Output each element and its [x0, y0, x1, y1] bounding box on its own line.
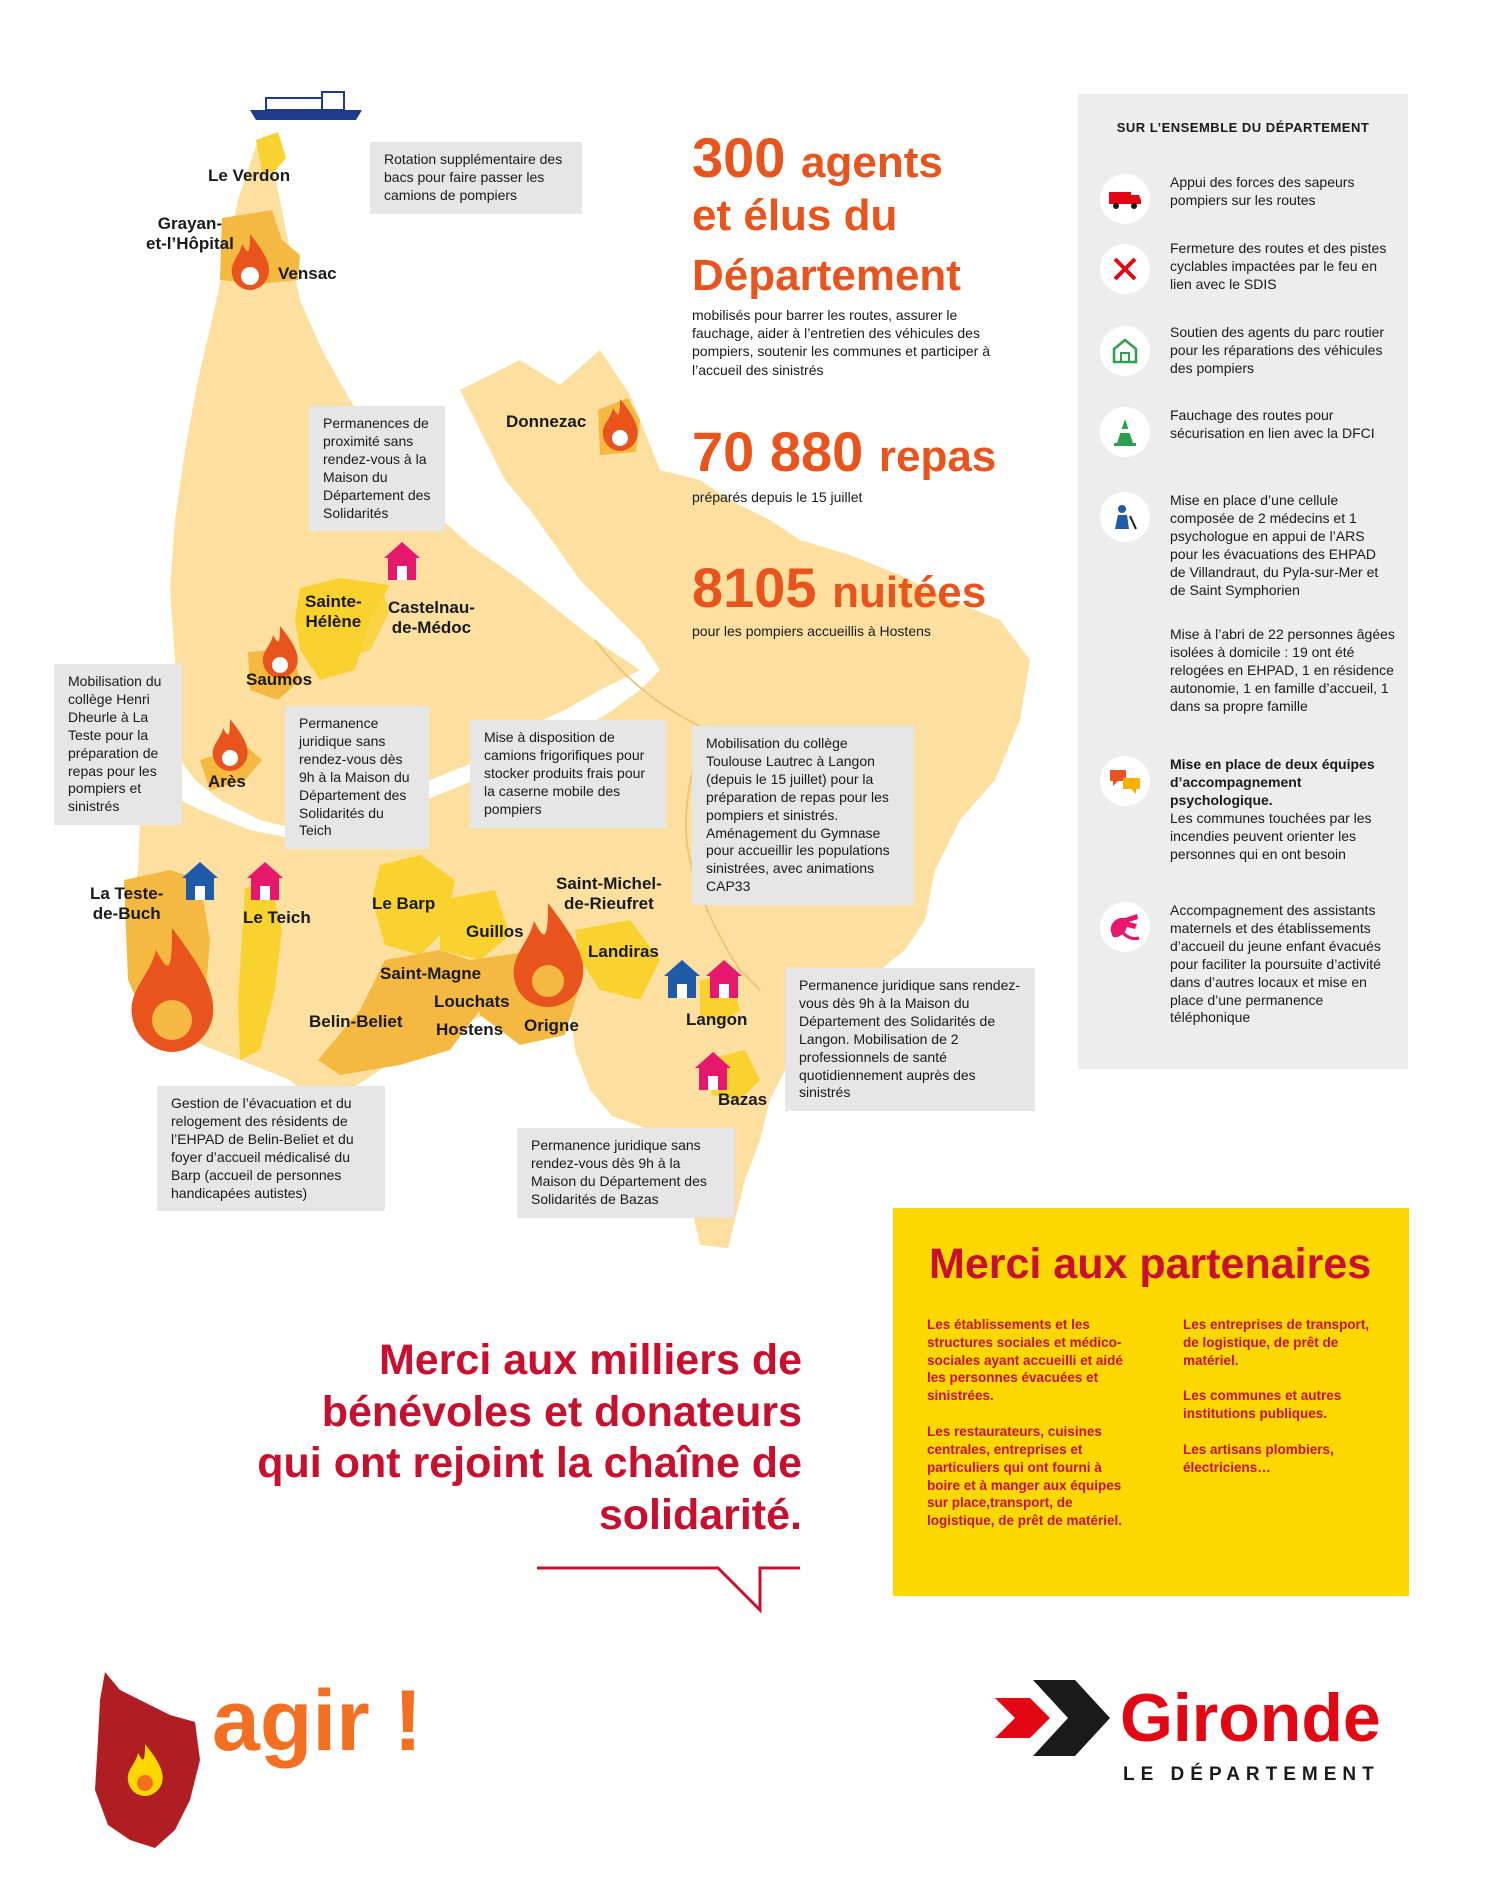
stat-agents: 300 agents	[692, 126, 943, 189]
elderly-person-icon	[1100, 492, 1150, 542]
hands-icon	[1100, 902, 1150, 952]
place-saumos: Saumos	[246, 670, 313, 689]
callout-juridique-bazas: Permanence juridique sans rendez-vous dès 9h à la Maison du Département des Solidarités de Bazas	[517, 1128, 735, 1218]
gironde-logo-subtitle: LE DÉPARTEMENT	[1123, 1764, 1380, 1785]
place-hostens: Hostens	[436, 1020, 504, 1039]
speech-bubbles-icon	[1100, 756, 1150, 806]
agir-logo-text: agir !	[212, 1673, 423, 1769]
partners-panel	[893, 1208, 1409, 1596]
callout-juridique-langon: Permanence juridique sans rendez-vous dès 9h à la Maison du Département des Solidarités de Langon. Mobilisation de 2 professionnels de santé quotidiennement auprès des sinistrés	[785, 968, 1035, 1111]
panel-title: SUR L’ENSEMBLE DU DÉPARTEMENT	[1116, 120, 1370, 135]
gironde-logo-icon	[995, 1680, 1110, 1756]
place-bazas: Bazas	[718, 1090, 768, 1109]
place-saint-magne: Saint-Magne	[380, 964, 482, 983]
callout-camions: Mise à disposition de camions frigorifiques pour stocker produits frais pour la caserne mobile des pompiers	[470, 720, 666, 828]
callout-permanences: Permanences de proximité sans rendez-vous à la Maison du Département des Solidarités	[309, 406, 445, 531]
callout-bacs: Rotation supplémentaire des bacs pour faire passer les camions de pompiers	[370, 142, 582, 214]
place-donnezac: Donnezac	[506, 412, 587, 431]
place-la-teste: La Teste- de-Buch	[90, 884, 164, 923]
callout-college-henri: Mobilisation du collège Henri Dheurle à La Teste pour la préparation de repas pour les pompiers et sinistrés	[54, 664, 182, 825]
garage-icon	[1100, 326, 1150, 376]
callout-ehpad: Gestion de l’évacuation et du relogement des résidents de l’EHPAD de Belin-Beliet et du foyer d’accueil médicalisé du Barp (accueil de personnes handicapées autistes)	[157, 1086, 385, 1211]
thanks-volunteers: Merci aux milliers de bénévoles et donateurs qui ont rejoint la chaîne de solidarité.	[257, 1336, 802, 1539]
traffic-cone-icon	[1100, 407, 1150, 457]
partners-title: Merci aux partenaires	[929, 1240, 1372, 1288]
ferry-icon	[250, 92, 362, 120]
stat-repas: 70 880 repas	[692, 420, 997, 483]
place-castelnau: Castelnau- de-Médoc	[388, 598, 475, 637]
stat-agents-desc: mobilisés pour barrer les routes, assurer le fauchage, aider à l’entretien des véhicules des pompiers, soutenir les communes et participer à l’accueil des sinistrés	[692, 307, 991, 378]
stat-repas-desc: préparés depuis le 15 juillet	[692, 489, 863, 505]
agir-logo-map-icon	[95, 1672, 200, 1848]
partners-col-2: Les entreprises de transport, de logistique, de prêt de matériel. Les communes et autres institutions publiques. Les artisans plombiers, électriciens…	[1183, 1317, 1370, 1475]
partners-col-1: Les établissements et les structures sociales et médico-sociales ayant accueilli et aidé les personnes évacuées et sinistrées. Les restaurateurs, cuisines centrales, entreprises et particuliers qui ont fourni à boire et à manger aux équipes sur place,transport, de logistique, de prêt de matériel.	[927, 1317, 1123, 1529]
place-le-verdon: Le Verdon	[208, 166, 291, 185]
place-le-barp: Le Barp	[372, 894, 436, 913]
gironde-logo-text: Gironde	[1120, 1680, 1381, 1756]
fire-truck-icon	[1100, 174, 1150, 224]
thanks-underline	[537, 1568, 800, 1610]
stat-nuitees-desc: pour les pompiers accueillis à Hostens	[692, 623, 931, 639]
place-ares: Arès	[208, 772, 246, 791]
cross-icon	[1100, 244, 1150, 294]
place-sainte-helene: Sainte- Hélène	[305, 592, 362, 631]
place-belin-beliet: Belin-Beliet	[309, 1012, 403, 1031]
place-saint-michel: Saint-Michel- de-Rieufret	[556, 874, 662, 913]
place-le-teich: Le Teich	[243, 908, 311, 927]
place-langon: Langon	[686, 1010, 748, 1029]
place-vensac: Vensac	[278, 264, 337, 283]
place-louchats: Louchats	[434, 992, 510, 1011]
place-grayan: Grayan- et-l’Hôpital	[146, 214, 234, 253]
place-landiras: Landiras	[588, 942, 659, 961]
stat-nuitees: 8105 nuitées	[692, 556, 987, 619]
callout-college-langon: Mobilisation du collège Toulouse Lautrec à Langon (depuis le 15 juillet) pour la préparation de repas pour les pompiers et sinistrés. Aménagement du Gymnase pour accueillir les populations sinistrées, avec animations CAP33	[692, 726, 914, 905]
stat-agents-line3: Département	[692, 251, 961, 300]
department-panel: SUR L’ENSEMBLE DU DÉPARTEMENT Appui des forces des sapeurs pompiers sur les routes Fermeture des routes et des pistes cyclables impactées par le feu en lien avec le SDIS Soutien des agents du parc routier pour les réparations des véhicules des pompiers Fauchage des routes pour sécurisation en lien avec la DFCI Mise en place d’une cellule composée de 2 médecins et 1 psychologue en appui de l’ARS pour les évacuations des EHPAD de Villandraut, du Pyla-sur-Mer et de Saint Symphorien Mise à l’abri de 22 personnes âgées isolées à domicile : 19 ont été relogées en EHPAD, 1 en résidence autonomie, 1 en famille d’accueil, 1 dans sa propre famille Mise en place de deux équipes d’accompagnement psychologique. Les communes touchées par les incendies peuvent orienter les personnes qui en ont besoin Accompagnement des assistants maternels et des établissements d’accueil du jeune enfant évacués pour faciliter la poursuite d’activité dans d’autres locaux et mise en place d’une permanence téléphonique	[1078, 94, 1408, 1069]
place-guillos: Guillos	[466, 922, 524, 941]
place-origne: Origne	[524, 1016, 579, 1035]
callout-juridique-teich: Permanence juridique sans rendez-vous dès 9h à la Maison du Département des Solidarités du Teich	[285, 706, 429, 849]
stat-agents-line2: et élus du	[692, 191, 898, 240]
